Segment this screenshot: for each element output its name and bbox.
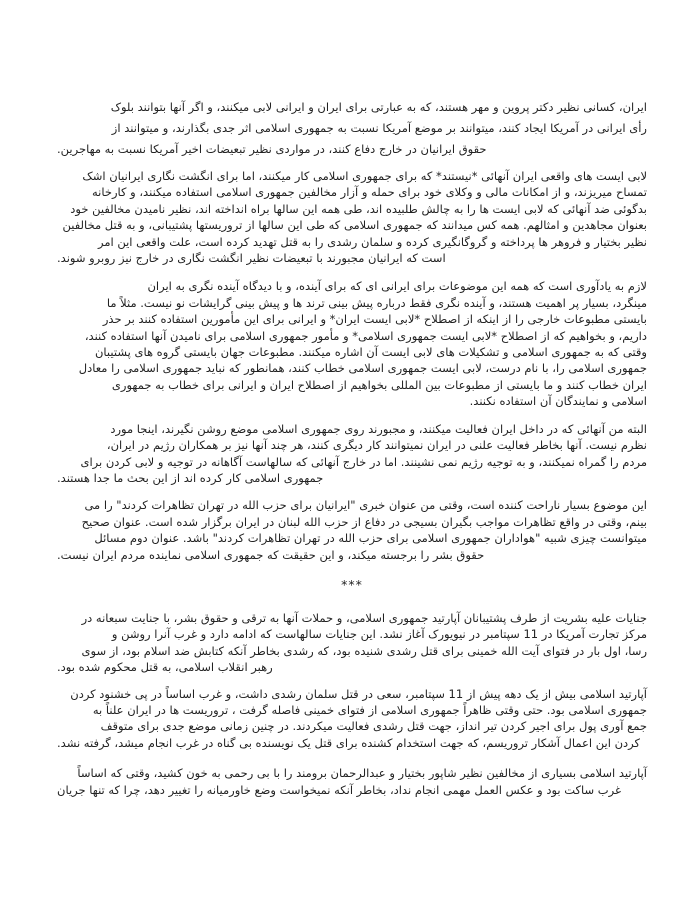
- paragraph: [57, 421, 647, 487]
- text-line: رسا، اول بار در فتوای آیت الله خمینی برای قتل رشدی شنیده بود، که رشدی بخاطر آنکه کتابش ضد اسلام بود، از سوی: [81, 643, 647, 658]
- paragraph: [57, 765, 647, 799]
- text-line: نظرم نیست. آنها بخاطر فعالیت علنی در ایران نمیتوانند کار دیگری کنند، هر چند آنها نیز بر همکاران رژیم در ایران،: [106, 438, 647, 453]
- text-line: آپارتید اسلامی بسیاری از مخالفین نظیر شاپور بختیار و عبدالرحمان برومند را با بی رحمی به خون کشید، وقتی که اساساً: [77, 766, 647, 781]
- text-line: نظیر بختیار و فروهر ها پرداخته و گروگانگیری کرده و سلمان رشدی را به قتل تهدید کرده است، علت واقعی این امر: [98, 234, 647, 249]
- text-line: میتوانست چیزی شبیه "هواداران جمهوری اسلامی برای حزب الله در تهران تظاهرات کردند" باشد. عنوان دوم مسائل: [94, 531, 647, 546]
- text-line: لازم به یادآوری است که همه این موضوعات برای ایرانی ای که برای آینده، و با دیدگاه آینده نگری به ایران: [147, 279, 647, 294]
- paragraph: [57, 97, 647, 160]
- text-line: حقوق ایرانیان در خارج دفاع کنند، در مواردی نظیر تبعیضات اخیر آمریکا نسبت به مهاجرین.: [57, 142, 487, 156]
- paragraph: [57, 278, 647, 409]
- text-line: جمهوری اسلامی را، با نام درست، لابی ایست جمهوری اسلامی خطاب کنند، همانطور که نباید جمهوری اسلامی را معادل: [78, 361, 647, 376]
- text-line: جمع آوری پول برای اجیر کردن تیر انداز، جهت قتل رشدی فعالیت میکردند. در چنین زمانی موضع جدی برای متوقف: [100, 719, 647, 734]
- text-line: آپارتید اسلامی بیش از یک دهه پیش از 11 سپتامبر، سعی در قتل سلمان رشدی داشت، و غرب اساساً در پی خشنود کردن: [70, 686, 647, 701]
- text-line: تمساح میریزند، و از امکانات مالی و وکلای خود برای حمله و آزار مخالفین جمهوری اسلامی استفاده میکنند، و کارخانه: [91, 185, 647, 200]
- paragraph: [57, 168, 647, 266]
- text-line: ایران، کسانی نظیر دکتر پروین و مهر هستند، که به عبارتی برای ایران و ایرانی لابی میکنند، و اگر آنها بتوانند بلوک: [110, 100, 647, 114]
- paragraph: [57, 497, 647, 563]
- text-line: مردم را گمراه نمیکنند، و به توجیه رژیم نمی نشینند. اما در خارج آنهائی که سالهاست آگاهانه در توجیه و لابی کردن برای: [80, 454, 647, 469]
- text-line: مینگرد، بسیار پر اهمیت هستند، و آینده نگری فقط درباره پیش بینی ترند ها و پیش بینی گرایشات نو نیست. مثلاً ما: [106, 295, 647, 310]
- text-line: مرکز تجارت آمریکا در 11 سپتامبر در نیویورک آغاز نشد. این جنایات سالهاست که ادامه دارد و غرب آنرا روشن و: [111, 627, 647, 642]
- text-line: ایران خطاب کنند و ما بایستی از مطبوعات بین المللی بخواهیم از اصطلاح ایران و ایرانی برای خطاب به جمهوری: [111, 377, 647, 392]
- text-line: بینم، وقتی در واقع تظاهرات مواجب بگیران بسیجی در دفاع از حزب الله لبنان در ایران برگزار شده است. عنوان صحیح: [81, 514, 647, 529]
- text-line: است که ایرانیان مجبورند با تبعیضات نظیر انگشت نگاری در خارج نیز روبرو شوند.: [57, 251, 446, 266]
- text-line: بدگوئی ضد آنهائی که لابی ایست ها را به چالش طلبیده اند، طی همه این سالها براه انداخته اند، نظیر نامیدن مخالفین خود: [70, 201, 647, 216]
- section-separator: ***: [341, 576, 363, 592]
- text-line: این موضوع بسیار ناراحت کننده است، وقتی من عنوان خبری "ایرانیان برای حزب الله در تهران تظاهرات کردند" را می: [84, 498, 647, 513]
- text-line: بعنوان مجاهدین و امثالهم. همه کس میدانند که جمهوری اسلامی که طی این سالها از تروریستها پشتیبانی، و به قتل مخالفین: [62, 218, 647, 233]
- text-line: لابی ایست های واقعی ایران آنهائی *نیستند* که برای جمهوری اسلامی کار میکنند، اما برای انگشت نگاری ایرانیان اشک: [82, 169, 647, 183]
- text-line: حقوق بشر را برجسته میکند، و این حقیقت که جمهوری اسلامی نماینده مردم ایران نیست.: [57, 547, 485, 562]
- text-line: غرب ساکت بود و عکس العمل مهمی انجام نداد، بخاطر آنکه نمیخواست وضع خاورمیانه را تغییر دهد، چرا که تنها جریان: [57, 783, 621, 798]
- text-line: کردن این اعمال آشکار تروریسم، که جهت استخدام کشنده برای قتل یک نویسنده بی گناه در غرب انجام میشد، گرفته نشد.: [57, 735, 640, 750]
- text-line: اسلامی و نمایندگان آن استفاده نکنند.: [469, 394, 647, 409]
- text-line: بایستی مطبوعات خارجی را از اینکه از اصطلاح *لابی ایست ایران* و ایرانی برای این مأمورین استفاده کنند بر حذر: [102, 312, 647, 327]
- text-block: [57, 97, 647, 799]
- text-line: جمهوری اسلامی کار کرده اند از این بحث ما جدا هستند.: [57, 470, 324, 485]
- text-line: جنایات علیه بشریت از طرف پشتیبانان آپارتید جمهوری اسلامی، و حملات آنها به ترقی و حقوق بشر، با جنایت سبعانه در: [81, 610, 647, 625]
- text-line: رأی ایرانی در آمریکا ایجاد کنند، میتوانند بر موضع آمریکا نسبت به جمهوری اسلامی اثر جدی بگذارند، و میتوانند از: [111, 121, 647, 135]
- paragraph: [57, 686, 647, 752]
- paragraph: [57, 610, 647, 676]
- text-line: البته من آنهائی که در داخل ایران فعالیت میکنند، و مجبورند روی جمهوری اسلامی موضع روشن نگیرند، اینجا مورد: [110, 421, 647, 436]
- text-line: رهبر انقلاب اسلامی، به قتل محکوم شده بود.: [57, 660, 273, 675]
- text-line: داریم، و بخواهیم که از اصطلاح *لابی ایست جمهوری اسلامی* و مأمور جمهوری اسلامی برای نامیدن آنها استفاده کنند،: [84, 328, 647, 343]
- text-line: وقتی که به جمهوری اسلامی و تشکیلات های لابی ایست آن اشاره میکنند. مطبوعات جهان بایستی گروه های پشتیبان: [94, 345, 647, 360]
- text-line: جمهوری اسلامی بود. حتی وقتی ظاهراً جمهوری اسلامی از فتوای خمینی فاصله گرفت ، تروریست ها در ایران علناً به: [92, 702, 647, 717]
